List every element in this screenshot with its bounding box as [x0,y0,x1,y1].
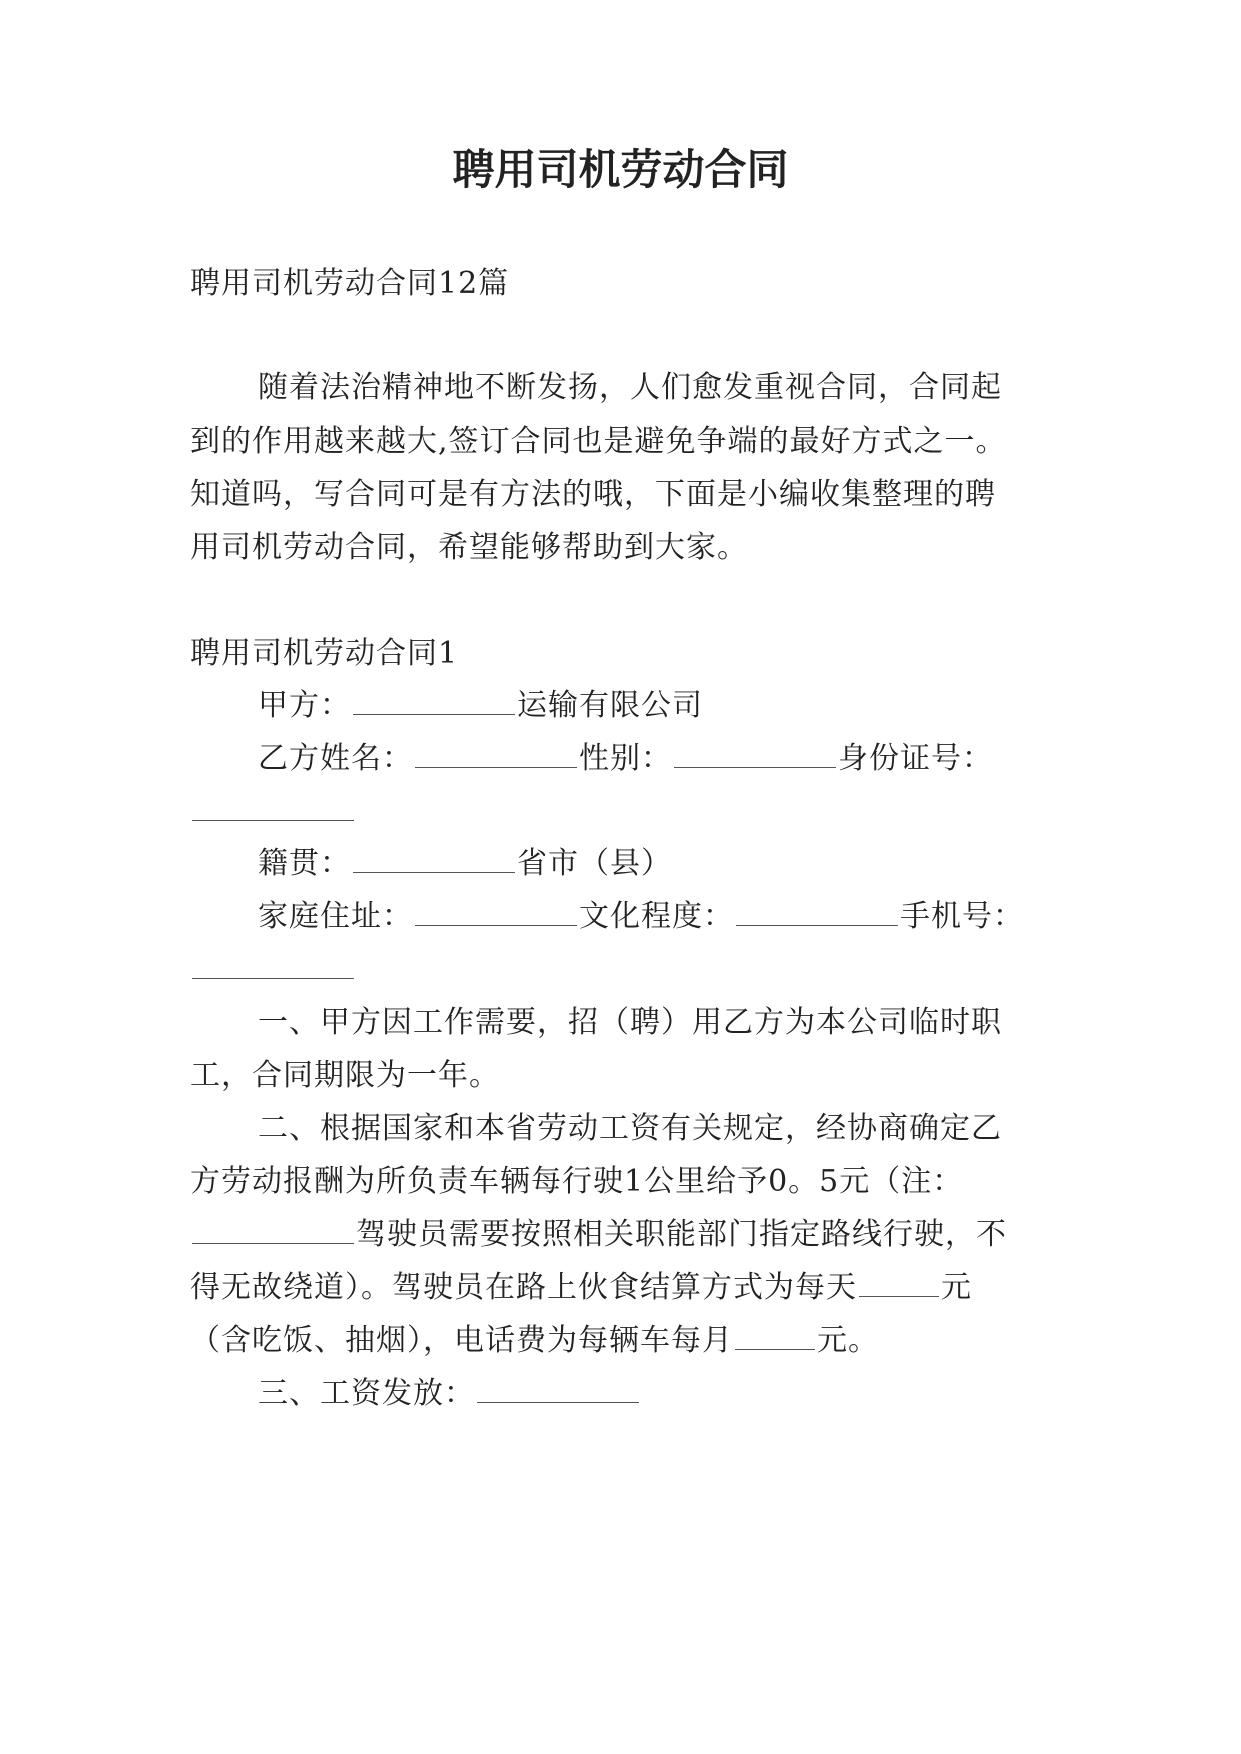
phone-fee-blank[interactable] [735,1323,815,1350]
phone-blank-line [190,948,1070,992]
native-blank[interactable] [353,846,515,873]
clause2-line-5 [190,1319,1070,1363]
native-suffix: 省市（县） [517,846,672,881]
party-b-gender-label: 性别： [579,741,672,776]
address-blank[interactable] [415,899,577,926]
education-blank[interactable] [736,899,898,926]
contact-line [258,895,1070,939]
party-b-id-blank[interactable] [192,794,354,821]
note-blank[interactable] [192,1217,354,1244]
clause2-line-1: 二、根据国家和本省劳动工资有关规定，经协商确定乙 [258,1111,1002,1146]
party-b-id-line [190,790,1070,834]
clause2-line-5-unit: 元。 [817,1323,879,1358]
intro-line-3: 知道吗，写合同可是有方法的哦，下面是小编收集整理的聘 [190,477,996,512]
clause3-label: 三、工资发放： [258,1376,475,1411]
party-a-line [258,684,1070,728]
party-b-name-label: 乙方姓名： [258,741,413,776]
party-b-gender-blank[interactable] [674,741,836,768]
education-label: 文化程度： [579,899,734,934]
party-b-id-label: 身份证号： [838,741,993,776]
document-title: 聘用司机劳动合同 [452,145,789,194]
document-subtitle: 聘用司机劳动合同12篇 [190,266,510,301]
clause2-line-2: 方劳动报酬为所负责车辆每行驶1公里给予0。5元（注： [190,1164,964,1199]
clause2-line-4-unit: 元 [941,1270,972,1305]
phone-label: 手机号： [900,899,1024,934]
address-label: 家庭住址： [258,899,413,934]
party-b-name-blank[interactable] [415,741,577,768]
clause2-line-3 [190,1213,1070,1257]
party-a-blank[interactable] [353,688,515,715]
meal-allowance-blank[interactable] [859,1270,939,1297]
intro-line-1: 随着法治精神地不断发扬，人们愈发重视合同，合同起 [258,370,1002,405]
intro-line-2: 到的作用越来越大,签订合同也是避免争端的最好方式之一。 [190,424,1007,459]
party-b-line [258,737,1070,781]
phone-blank[interactable] [192,952,354,979]
clause1-line-2: 工，合同期限为一年。 [190,1058,500,1093]
native-label: 籍贯： [258,846,351,881]
clause3-line [258,1372,1070,1416]
clause2-line-4-text: 得无故绕道）。驾驶员在路上伙食结算方式为每天 [190,1270,857,1305]
clause1-line-1: 一、甲方因工作需要，招（聘）用乙方为本公司临时职 [258,1005,1002,1040]
section-heading: 聘用司机劳动合同1 [190,636,459,671]
clause2-line-4 [190,1266,1070,1310]
native-line [258,842,1070,886]
salary-payment-blank[interactable] [477,1376,639,1403]
clause2-line-5-text: （含吃饭、抽烟），电话费为每辆车每月 [190,1323,733,1358]
party-a-suffix: 运输有限公司 [517,688,703,723]
intro-line-4: 用司机劳动合同，希望能够帮助到大家。 [190,530,748,565]
clause2-line-3-text: 驾驶员需要按照相关职能部门指定路线行驶，不 [356,1217,1007,1252]
party-a-label: 甲方： [258,688,351,723]
